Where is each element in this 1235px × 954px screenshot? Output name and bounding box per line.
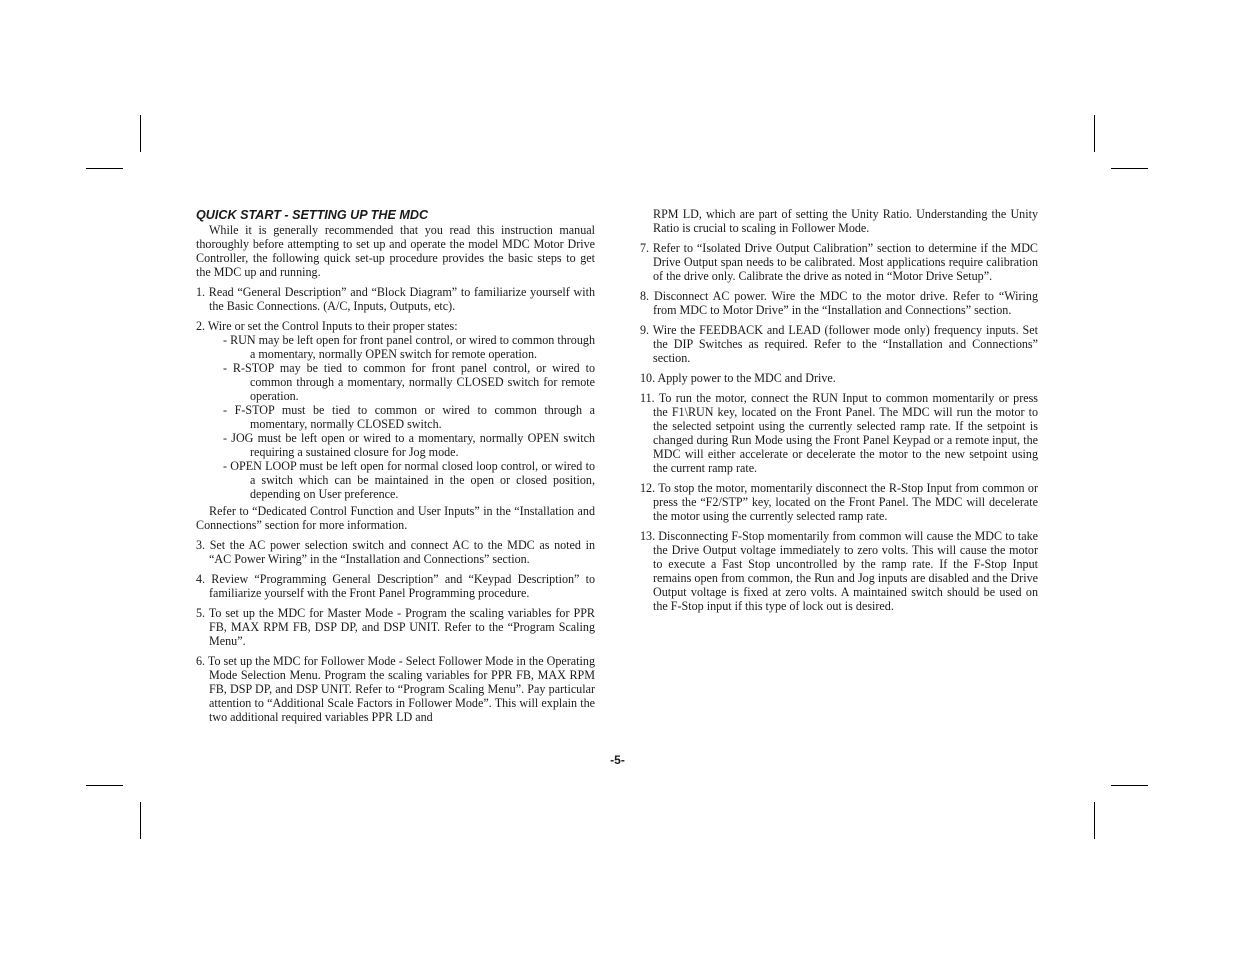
crop-mark: [1111, 785, 1148, 786]
step-2-run: - RUN may be left open for front panel control, or wired to common through a momentary, normally OPEN switch for remote operation.: [223, 333, 595, 361]
step-1: 1. Read “General Description” and “Block Diagram” to familiarize yourself with the Basic Connections. (A/C, Inputs, Outputs, etc).: [196, 285, 595, 313]
section-title: QUICK START - SETTING UP THE MDC: [196, 208, 429, 222]
step-2-reference: Refer to “Dedicated Control Function and User Inputs” in the “Installation and Connections” section for more information.: [196, 504, 595, 532]
crop-mark: [1111, 168, 1148, 169]
step-4: 4. Review “Programming General Description” and “Keypad Description” to familiarize yourself with the Front Panel Programming procedure.: [196, 572, 595, 600]
crop-mark: [1094, 802, 1095, 839]
step-2-rstop: - R-STOP may be tied to common for front panel control, or wired to common through a momentary, normally CLOSED switch for remote operation.: [223, 361, 595, 403]
step-10: 10. Apply power to the MDC and Drive.: [640, 371, 836, 385]
step-3: 3. Set the AC power selection switch and connect AC to the MDC as noted in “AC Power Wiring” in the “Installation and Connections” section.: [196, 538, 595, 566]
right-column: [640, 207, 1038, 613]
step-5: 5. To set up the MDC for Master Mode - Program the scaling variables for PPR FB, MAX RPM FB, DSP DP, and DSP UNIT. Refer to the “Program Scaling Menu”.: [196, 606, 595, 648]
left-column: [196, 208, 595, 724]
step-13: 13. Disconnecting F-Stop momentarily from common will cause the MDC to take the Drive Output voltage immediately to zero volts. This will cause the motor to execute a Fast Stop uncontrolled by the ramp rate. If the F-Stop Input remains open from common, the Run and Jog inputs are disabled and the Drive Output voltage is fixed at zero volts. A maintained switch should be used on the F-Stop input if this type of lock out is desired.: [640, 529, 1038, 613]
crop-mark: [140, 115, 141, 152]
crop-mark: [86, 168, 123, 169]
step-7: 7. Refer to “Isolated Drive Output Calibration” section to determine if the MDC Drive Output span needs to be calibrated. Most applications require calibration of the drive only. Calibrate the drive as noted in “Motor Drive Setup”.: [640, 241, 1038, 283]
step-2: 2. Wire or set the Control Inputs to their proper states:: [196, 319, 458, 333]
step-11: 11. To run the motor, connect the RUN Input to common momentarily or press the F1\RUN key, located on the Front Panel. The MDC will run the motor to the selected setpoint using the currently selected ramp rate. If the setpoint is changed during Run Mode using the Front Panel Keypad or a remote input, the MDC will either accelerate or decelerate the motor to the new setpoint using the current ramp rate.: [640, 391, 1038, 475]
step-2-fstop: - F-STOP must be tied to common or wired to common through a momentary, normally CLOSED switch.: [223, 403, 595, 431]
step-12: 12. To stop the motor, momentarily disconnect the R-Stop Input from common or press the “F2/STP” key, located on the Front Panel. The MDC will decelerate the motor using the currently selected ramp rate.: [640, 481, 1038, 523]
intro-paragraph: While it is generally recommended that you read this instruction manual thoroughly before attempting to set up and operate the model MDC Motor Drive Controller, the following quick set-up procedure provides the basic steps to get the MDC up and running.: [196, 223, 595, 279]
step-6-continued: RPM LD, which are part of setting the Unity Ratio. Understanding the Unity Ratio is crucial to scaling in Follower Mode.: [653, 207, 1038, 235]
step-9: 9. Wire the FEEDBACK and LEAD (follower mode only) frequency inputs. Set the DIP Switches as required. Refer to the “Installation and Connections” section.: [640, 323, 1038, 365]
crop-mark: [86, 785, 123, 786]
step-6: 6. To set up the MDC for Follower Mode - Select Follower Mode in the Operating Mode Selection Menu. Program the scaling variables for PPR FB, MAX RPM FB, DSP DP, and DSP UNIT. Refer to “Program Scaling Menu”. Pay particular attention to “Additional Scale Factors in Follower Mode”. This will explain the two additional required variables PPR LD and: [196, 654, 595, 724]
step-2-jog: - JOG must be left open or wired to a momentary, normally OPEN switch requiring a sustained closure for Jog mode.: [223, 431, 595, 459]
step-2-open-loop: - OPEN LOOP must be left open for normal closed loop control, or wired to a switch which can be maintained in the open or closed position, depending on User preference.: [223, 459, 595, 501]
page-number: -5-: [610, 753, 625, 767]
crop-mark: [140, 802, 141, 839]
step-8: 8. Disconnect AC power. Wire the MDC to the motor drive. Refer to “Wiring from MDC to Motor Drive” in the “Installation and Connections” section.: [640, 289, 1038, 317]
crop-mark: [1094, 115, 1095, 152]
